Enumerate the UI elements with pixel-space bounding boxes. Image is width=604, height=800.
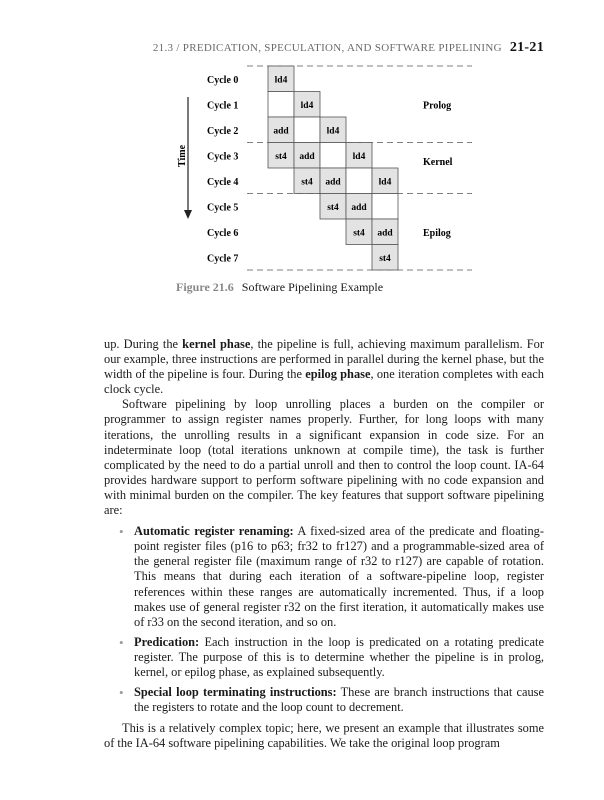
figure-caption	[176, 280, 383, 295]
svg-text:add: add	[377, 228, 393, 239]
grid-cell-st4	[346, 219, 372, 245]
phase-label-prolog: Prolog	[423, 100, 452, 112]
svg-text:ld4: ld4	[300, 100, 314, 111]
grid-cell-ld4	[372, 168, 398, 194]
list-item	[104, 524, 544, 630]
cycle-label: Cycle 4	[207, 176, 239, 188]
cycle-label: Cycle 7	[207, 253, 239, 265]
cycle-labels	[207, 75, 238, 265]
paragraph-2: Software pipelining by loop unrolling places a burden on the compiler or programmer to assign register names properly. Further, for long loops with many iterations, the unrolling results in a significant expansion in code size. For an indeterminate loop (total iterations unknown at compile time), the task is further complicated by the need to do a partial unroll and then to control the loop count. IA-64 provides hardware support to perform software pipelining with no code expansion and with minimal burden on the compiler. The key features that support software pipelining are:	[104, 397, 544, 518]
page-number: 21-21	[509, 40, 544, 55]
grid-cell-empty	[346, 168, 372, 194]
time-arrow-head	[184, 210, 192, 219]
pipeline-grid	[268, 66, 398, 270]
term-epilog-phase: epilog phase	[305, 367, 371, 382]
cycle-label: Cycle 5	[207, 202, 239, 214]
grid-cell-empty	[372, 194, 398, 220]
grid-cell-add	[320, 168, 346, 194]
cycle-label: Cycle 3	[207, 151, 239, 163]
svg-text:ld4: ld4	[378, 177, 392, 188]
grid-cell-add	[294, 143, 320, 169]
svg-text:ld4: ld4	[326, 126, 340, 137]
bullet-term: Predication:	[134, 634, 200, 649]
bullet-term: Special loop terminating instructions:	[134, 685, 337, 700]
grid-cell-empty	[294, 117, 320, 143]
grid-cell-empty	[268, 92, 294, 118]
svg-text:add: add	[299, 151, 315, 162]
grid-cell-ld4	[320, 117, 346, 143]
svg-text:add: add	[273, 126, 289, 137]
bullet-text: A fixed-sized area of the predicate and floating-point register files (p16 to p63; fr32 to fr127) and a programmable-sized area of the general register file (maximum range of r32 to r127) are capable of rotation. This means that during each iteration of a software-pipeline loop, register references within these ranges are automatically incremented. Thus, if a loop makes use of general register r32 on the first iteration, it automatically makes use of r33 on the second iteration, and so on.	[134, 524, 544, 629]
svg-text:add: add	[325, 177, 341, 188]
feature-list	[104, 524, 544, 715]
bullet-text: Each instruction in the loop is predicated on a rotating predicate register. The purpose of this is to determine whether the pipeline is in prolog, kernel, or epilog phase, as explained subsequently.	[134, 634, 544, 679]
term-kernel-phase: kernel phase	[182, 337, 251, 351]
bullet-text: These are branch instructions that cause the registers to rotate and the loop count to decrement.	[134, 685, 544, 715]
svg-text:st4: st4	[353, 228, 365, 239]
grid-cell-add	[372, 219, 398, 245]
grid-cell-ld4	[268, 66, 294, 92]
grid-cell-ld4	[346, 143, 372, 169]
pipeline-figure	[0, 0, 604, 280]
p1-text-b: , the pipeline is full, achieving maximum parallelism. For our example, three instructions are performed in parallel during the kernel phase, but the width of the pipeline is four. During the	[104, 337, 544, 382]
svg-text:st4: st4	[327, 202, 339, 213]
grid-cell-empty	[320, 143, 346, 169]
grid-cell-add	[346, 194, 372, 220]
figure-number: Figure 21.6	[176, 280, 234, 294]
cycle-label: Cycle 2	[207, 125, 239, 137]
phase-label-kernel: Kernel	[423, 157, 453, 168]
figure-title: Software Pipelining Example	[241, 280, 384, 294]
bullet-icon: •	[119, 634, 124, 650]
body-text	[104, 337, 544, 751]
phase-labels	[423, 100, 453, 239]
svg-text:st4: st4	[275, 151, 287, 162]
cycle-label: Cycle 6	[207, 227, 239, 239]
cycle-label: Cycle 1	[207, 100, 239, 112]
list-item	[104, 685, 544, 715]
paragraph-1	[104, 337, 544, 397]
grid-cell-st4	[294, 168, 320, 194]
svg-text:st4: st4	[301, 177, 313, 188]
svg-text:add: add	[351, 202, 367, 213]
grid-cell-add	[268, 117, 294, 143]
paragraph-3: This is a relatively complex topic; here, we present an example that illustrates some of the IA-64 software pipelining capabilities. We take the original loop program	[104, 721, 544, 751]
bullet-term: Automatic register renaming:	[134, 524, 294, 539]
p1-text-a: up. During the	[104, 337, 183, 351]
time-axis	[177, 97, 192, 219]
p1-text-c: , one iteration completes with each clock cycle.	[104, 367, 544, 397]
cycle-label: Cycle 0	[207, 74, 239, 86]
svg-text:st4: st4	[379, 253, 391, 264]
phase-label-epilog: Epilog	[423, 227, 451, 239]
bullet-icon: •	[119, 524, 124, 540]
time-label: Time	[177, 144, 188, 168]
bullet-icon: •	[119, 685, 124, 701]
svg-text:ld4: ld4	[352, 151, 366, 162]
grid-cell-st4	[320, 194, 346, 220]
grid-cell-st4	[268, 143, 294, 169]
grid-cell-ld4	[294, 92, 320, 118]
section-title: 21.3 / PREDICATION, SPECULATION, AND SOFTWARE PIPELINING	[152, 42, 502, 54]
list-item	[104, 635, 544, 680]
grid-cell-st4	[372, 245, 398, 271]
svg-text:ld4: ld4	[274, 75, 288, 86]
